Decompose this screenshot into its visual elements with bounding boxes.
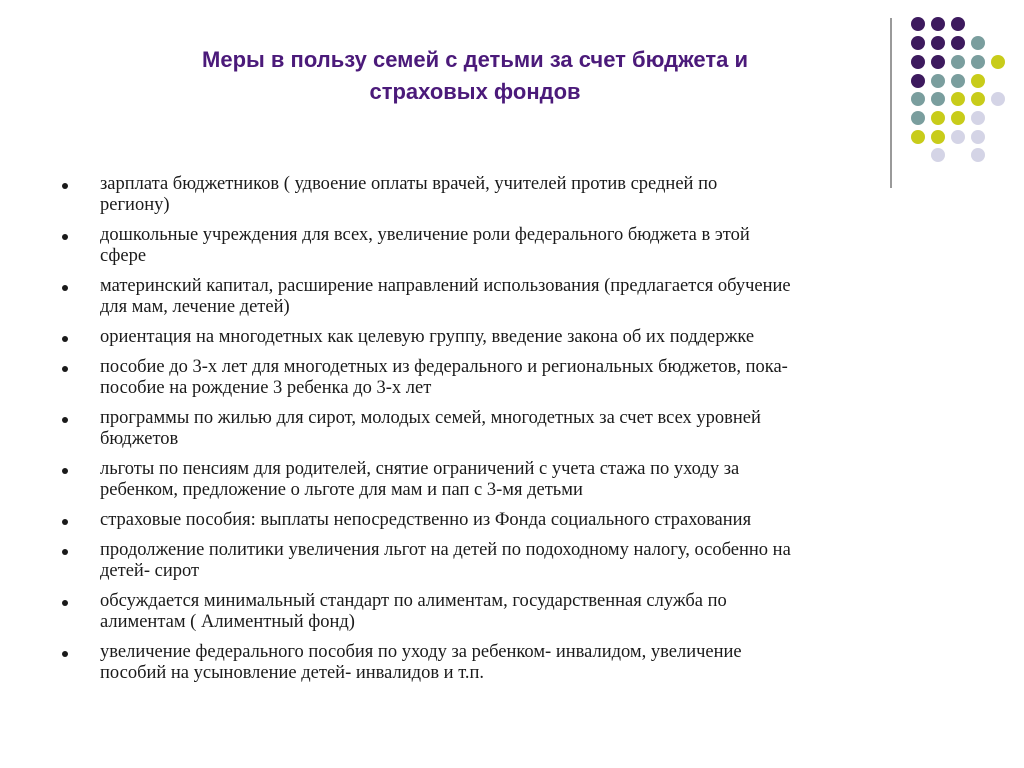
slide-title-line-1: Меры в пользу семей с детьми за счет бюджета и bbox=[202, 47, 748, 72]
decorative-dot-icon bbox=[951, 92, 965, 106]
list-item: ориентация на многодетных как целевую группу, введение закона об их поддержке bbox=[60, 327, 970, 348]
decorative-dot-icon bbox=[971, 130, 985, 144]
decorative-dot-icon bbox=[971, 92, 985, 106]
decorative-dot-icon bbox=[951, 111, 965, 125]
decorative-dot-icon bbox=[931, 130, 945, 144]
bullet-icon bbox=[62, 417, 68, 423]
decorative-dot-icon bbox=[931, 17, 945, 31]
decorative-dot-icon bbox=[931, 36, 945, 50]
decorative-dot-icon bbox=[971, 148, 985, 162]
bullet-icon bbox=[62, 468, 68, 474]
decorative-dot-icon bbox=[911, 74, 925, 88]
decorative-dot-icon bbox=[931, 74, 945, 88]
list-item: материнский капитал, расширение направлений использования (предлагается обучение для мам, лечение детей) bbox=[60, 276, 970, 318]
decorative-dot-icon bbox=[951, 55, 965, 69]
list-item: продолжение политики увеличения льгот на детей по подоходному налогу, особенно на детей- сирот bbox=[60, 540, 970, 582]
decorative-dot-icon bbox=[971, 55, 985, 69]
decorative-dot-icon bbox=[911, 111, 925, 125]
decorative-dot-icon bbox=[991, 92, 1005, 106]
bullet-icon bbox=[62, 234, 68, 240]
slide-title bbox=[60, 44, 890, 108]
list-item: обсуждается минимальный стандарт по алиментам, государственная служба по алиментам ( Алиментный фонд) bbox=[60, 591, 970, 633]
decorative-dot-icon bbox=[911, 92, 925, 106]
bullet-icon bbox=[62, 519, 68, 525]
list-item: пособие до 3-х лет для многодетных из федерального и региональных бюджетов, пока- пособие на рождение 3 ребенка до 3-х лет bbox=[60, 357, 970, 399]
list-item: зарплата бюджетников ( удвоение оплаты врачей, учителей против средней по региону) bbox=[60, 174, 970, 216]
decorative-dot-icon bbox=[991, 55, 1005, 69]
decorative-dot-icon bbox=[931, 111, 945, 125]
bullet-icon bbox=[62, 285, 68, 291]
decorative-dot-icon bbox=[911, 17, 925, 31]
bullet-icon bbox=[62, 600, 68, 606]
decorative-dot-icon bbox=[931, 92, 945, 106]
bullet-icon bbox=[62, 549, 68, 555]
decorative-dot-icon bbox=[951, 74, 965, 88]
bullet-icon bbox=[62, 183, 68, 189]
bullet-icon bbox=[62, 366, 68, 372]
slide-title-line-2: страховых фондов bbox=[369, 79, 581, 104]
measures-list bbox=[60, 174, 970, 693]
list-item: льготы по пенсиям для родителей, снятие ограничений с учета стажа по уходу за ребенком, предложение о льготе для мам и пап с 3-мя детьми bbox=[60, 459, 970, 501]
decorative-dot-icon bbox=[911, 130, 925, 144]
decorative-dot-icon bbox=[911, 36, 925, 50]
decorative-dot-icon bbox=[951, 130, 965, 144]
list-item: дошкольные учреждения для всех, увеличение роли федерального бюджета в этой сфере bbox=[60, 225, 970, 267]
decorative-divider bbox=[890, 18, 892, 188]
decorative-dot-icon bbox=[971, 74, 985, 88]
list-item: страховые пособия: выплаты непосредственно из Фонда социального страхования bbox=[60, 510, 970, 531]
bullet-icon bbox=[62, 336, 68, 342]
decorative-dot-icon bbox=[931, 55, 945, 69]
decorative-dot-icon bbox=[951, 17, 965, 31]
decorative-dot-icon bbox=[911, 55, 925, 69]
decorative-dot-icon bbox=[971, 111, 985, 125]
decorative-dot-icon bbox=[931, 148, 945, 162]
bullet-icon bbox=[62, 651, 68, 657]
list-item: увеличение федерального пособия по уходу за ребенком- инвалидом, увеличение пособий на усыновление детей- инвалидов и т.п. bbox=[60, 642, 970, 684]
list-item: программы по жилью для сирот, молодых семей, многодетных за счет всех уровней бюджетов bbox=[60, 408, 970, 450]
decorative-dot-icon bbox=[951, 36, 965, 50]
decorative-dot-icon bbox=[971, 36, 985, 50]
